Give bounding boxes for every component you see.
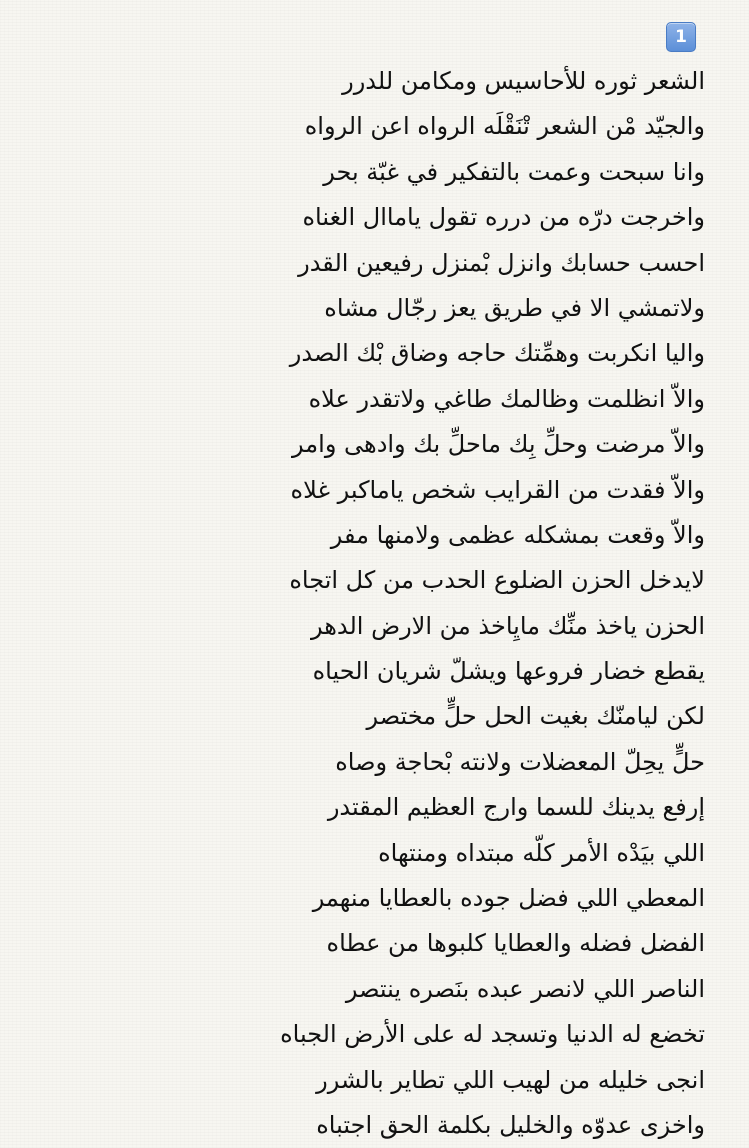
poem-line: والاّ مرضت وحلِّ بِك ماحلِّ بك وادهى وامر xyxy=(292,430,705,459)
poem-line: والاّ فقدت من القرايب شخص ياماكبر غلاه xyxy=(290,475,705,504)
poem-line: إرفع يدينك للسما وارج العظيم المقتدر xyxy=(327,793,705,822)
poem-line: اللي بيَدْه الأمر كلّه مبتداه ومنتهاه xyxy=(378,838,705,867)
poem-line: حلٍّ يحِلّ المعضلات ولانته بْحاجة وصاه xyxy=(335,747,705,776)
poem-text xyxy=(235,59,705,1148)
poem-line: المعطي اللي فضل جوده بالعطايا منهمر xyxy=(312,884,705,913)
poem-line: والاّ انظلمت وظالمك طاغي ولاتقدر علاه xyxy=(308,384,705,413)
poem-line: انجى خليله من لهيب اللي تطاير بالشرر xyxy=(316,1065,705,1094)
poem-line: والاّ وقعت بمشكله عظمى ولامنها مفر xyxy=(330,520,705,549)
poem-line: واليا انكربت وهمِّتك حاجه وضاق بْك الصدر xyxy=(289,339,705,368)
poem-line: الحزن ياخذ منِّك مايِاخذ من الارض الدهر xyxy=(310,611,705,640)
poem-line: يقطع خضار فروعها ويشلّ شريان الحياه xyxy=(312,657,705,686)
poem-line: لكن ليامنّك بغيت الحل حلٍّ مختصر xyxy=(366,702,705,731)
poem-line: الشعر ثوره للأحاسيس ومكامن للدرر xyxy=(342,67,705,95)
poem-line: وانا سبحت وعمت بالتفكير في غبّة بحر xyxy=(323,157,705,186)
poem-line: احسب حسابك وانزل بْمنزل رفيعين القدر xyxy=(298,248,705,277)
poem-line: الناصر اللي لانصر عبده بنَصره ينتصر xyxy=(345,974,705,1003)
poem-line: الفضل فضله والعطايا كلبوها من عطاه xyxy=(326,929,705,958)
poem-line: لايدخل الحزن الضلوع الحدب من كل اتجاه xyxy=(289,566,705,595)
poem-line: والجيّد مْن الشعر تْنَقْلَه الرواه اعن الرواه xyxy=(304,112,705,141)
poem-line: تخضع له الدنيا وتسجد له على الأرض الجباه xyxy=(280,1020,705,1049)
page-number-badge: 1 xyxy=(666,22,696,52)
poem-line: واخرجت درّه من درره تقول ياماال الغناه xyxy=(302,203,705,232)
poem-line: واخزى عدوّه والخليل بكلمة الحق اجتباه xyxy=(316,1110,705,1139)
poem-line: ولاتمشي الا في طريق يعز رجّال مشاه xyxy=(324,293,705,322)
